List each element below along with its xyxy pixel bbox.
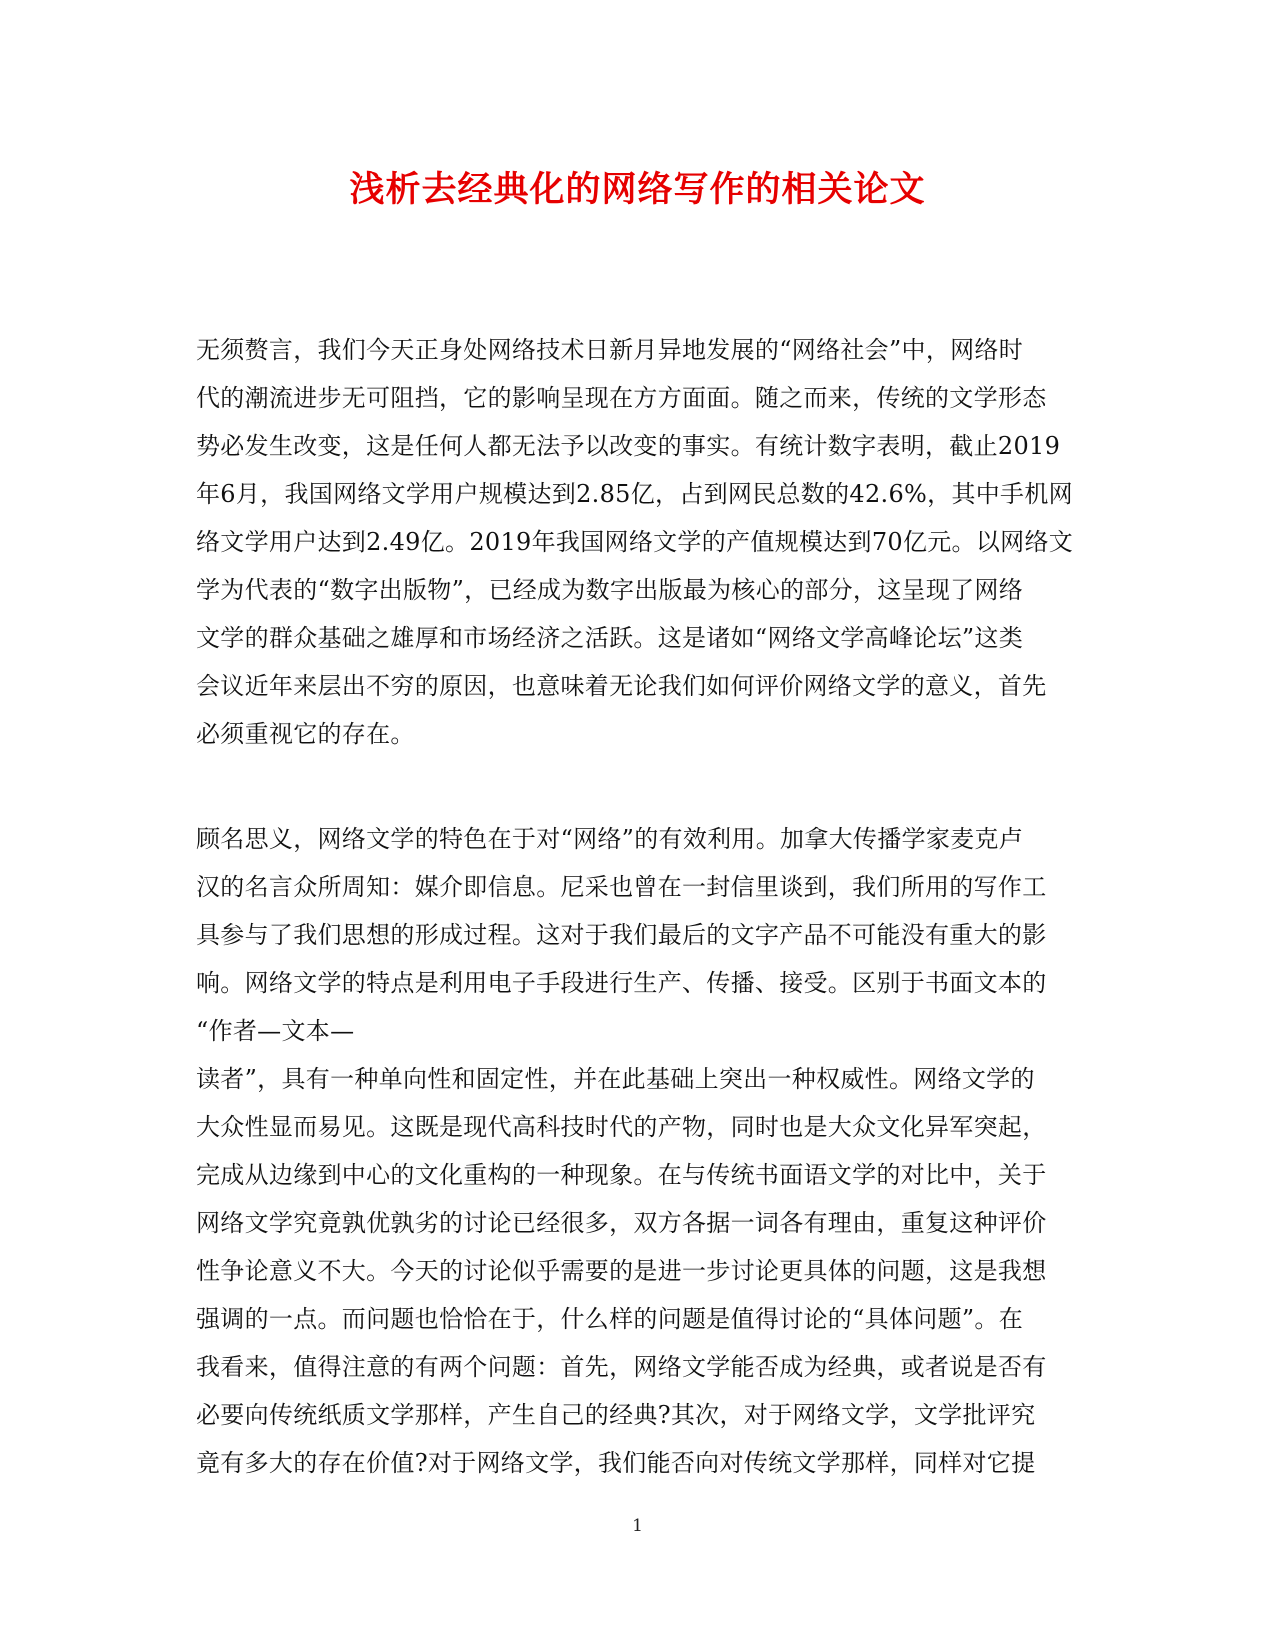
text-line: 络文学用户达到2.49亿。2019年我国网络文学的产值规模达到70亿元。以网络文 <box>196 528 1074 556</box>
text-line: 强调的一点。而问题也恰恰在于，什么样的问题是值得讨论的“具体问题”。在 <box>196 1305 1024 1333</box>
text-line: 汉的名言众所周知：媒介即信息。尼采也曾在一封信里谈到，我们所用的写作工 <box>196 873 1047 901</box>
page-number: 1 <box>632 1516 643 1536</box>
text-line: 必须重视它的存在。 <box>196 720 415 748</box>
text-line: 会议近年来层出不穷的原因，也意味着无论我们如何评价网络文学的意义，首先 <box>196 672 1047 700</box>
text-line: 响。网络文学的特点是利用电子手段进行生产、传播、接受。区别于书面文本的 <box>196 969 1047 997</box>
text-line: 文学的群众基础之雄厚和市场经济之活跃。这是诸如“网络文学高峰论坛”这类 <box>196 624 1024 652</box>
paragraph-2 <box>196 815 1076 1487</box>
text-line: 竟有多大的存在价值?对于网络文学，我们能否向对传统文学那样，同样对它提 <box>196 1449 1036 1477</box>
text-line: 必要向传统纸质文学那样，产生自己的经典?其次，对于网络文学，文学批评究 <box>196 1401 1036 1429</box>
document-title: 浅析去经典化的网络写作的相关论文 <box>349 169 926 210</box>
text-line: 顾名思义，网络文学的特色在于对“网络”的有效利用。加拿大传播学家麦克卢 <box>196 825 1024 853</box>
text-line: 无须赘言，我们今天正身处网络技术日新月异地发展的“网络社会”中，网络时 <box>196 336 1024 364</box>
text-line: 势必发生改变，这是任何人都无法予以改变的事实。有统计数字表明，截止2019 <box>196 432 1061 460</box>
text-line: 读者”，具有一种单向性和固定性，并在此基础上突出一种权威性。网络文学的 <box>196 1065 1035 1093</box>
text-line: 大众性显而易见。这既是现代高科技时代的产物，同时也是大众文化异军突起， <box>196 1113 1047 1141</box>
text-line: 完成从边缘到中心的文化重构的一种现象。在与传统书面语文学的对比中，关于 <box>196 1161 1047 1189</box>
text-line: 网络文学究竟孰优孰劣的讨论已经很多，双方各据一词各有理由，重复这种评价 <box>196 1209 1047 1237</box>
paragraph-1 <box>196 326 1076 758</box>
text-line: 代的潮流进步无可阻挡，它的影响呈现在方方面面。随之而来，传统的文学形态 <box>196 384 1047 412</box>
text-line: 年6月，我国网络文学用户规模达到2.85亿，占到网民总数的42.6%，其中手机网 <box>196 480 1073 508</box>
text-line: 我看来，值得注意的有两个问题：首先，网络文学能否成为经典，或者说是否有 <box>196 1353 1047 1381</box>
text-line: 具参与了我们思想的形成过程。这对于我们最后的文字产品不可能没有重大的影 <box>196 921 1047 949</box>
text-line: 学为代表的“数字出版物”，已经成为数字出版最为核心的部分，这呈现了网络 <box>196 576 1024 604</box>
text-line: “作者—文本— <box>196 1017 355 1045</box>
text-line: 性争论意义不大。今天的讨论似乎需要的是进一步讨论更具体的问题，这是我想 <box>196 1257 1047 1285</box>
